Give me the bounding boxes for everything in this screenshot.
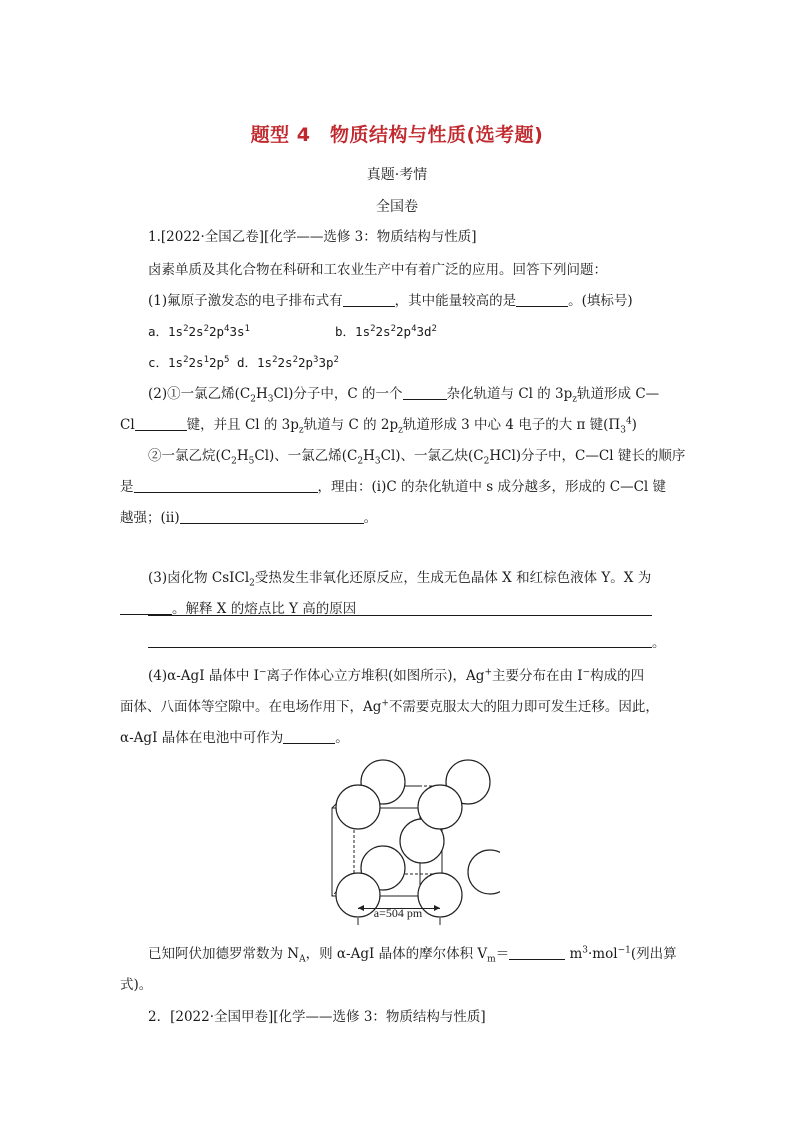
q1-part2-sub2-line2: 是 ，理由：(ⅰ)C 的杂化轨道中 s 成分越多，形成的 C—Cl 键 (120, 479, 667, 495)
period-mark: 。 (652, 635, 666, 651)
q1-options-cd: c．$1s^22s^12p^5$ d．$1s^22s^22p^33p^2$ (148, 354, 339, 370)
bcc-crystal-diagram (320, 756, 500, 926)
q1-part4-line2: 面体、八面体等空隙中。在电场作用下，Ag+不需要克服太大的阻力即可发生迁移。因此， (120, 698, 659, 715)
q1-part4-calc-line1: 已知阿伏加德罗常数为 $N_A$，则 α-AgI 晶体的摩尔体积 $V_m= m^3\cdot mol^{-1}$(列出算 (148, 945, 677, 965)
q1-intro: 卤素单质及其化合物在科研和工农业生产中有着广泛的应用。回答下列问题： (148, 262, 607, 278)
q1-part2-line2: Cl 键，并且 Cl 的 $3p_z$轨道与 C 的 $2p_z$轨道形成 3 中心 4 电子的大 π 键$(\Pi_3^4)$ (120, 416, 637, 436)
q1-part3-line1: (3)卤化物 CsICl$_2$受热发生非氧化还原反应，生成无色晶体 X 和红棕色液体 Y。X 为 (148, 570, 652, 589)
q1-part4-calc-line2: 式)。 (120, 977, 153, 993)
answer-blank[interactable] (509, 945, 565, 960)
answer-blank[interactable] (516, 292, 568, 307)
q1-part3-line2: 。解释 X 的熔点比 Y 高的原因 (120, 600, 680, 618)
front-top-left-ion (336, 785, 380, 829)
q1-part4-line1: (4)α-AgI 晶体中 I−离子作体心立方堆积(如图所示)，Ag+主要分布在由 I−构成的四 (148, 667, 645, 684)
answer-blank[interactable] (180, 509, 364, 524)
answer-line[interactable] (148, 647, 652, 648)
q1-source: 1.[2022·全国乙卷][化学——选修 3：物质结构与性质] (148, 229, 477, 245)
answer-blank[interactable] (343, 292, 395, 307)
subtitle: 真题·考情 (366, 167, 428, 183)
answer-line[interactable] (148, 615, 652, 616)
q1-options-ab: a．$1s^22s^22p^43s^1$ b．$1s^22s^22p^43d^2$ (148, 323, 437, 339)
q1-part2-line1: (2)①一氯乙烯$(C_2H_3Cl)$分子中，C 的一个 杂化轨道与 Cl 的 $3p_z$轨道形成 C— (148, 386, 660, 405)
back-bottom-right-ion (468, 850, 500, 894)
section-heading: 全国卷 (376, 199, 418, 215)
answer-blank[interactable] (120, 600, 172, 615)
page-title: 题型 4 物质结构与性质(选考题) (250, 124, 544, 146)
q1-part4-line3: α-AgI 晶体在电池中可作为 。 (120, 730, 349, 746)
lattice-constant-label: a=504 pm (373, 906, 423, 920)
answer-blank[interactable] (134, 478, 318, 493)
q2-source: 2．[2022·全国甲卷][化学——选修 3：物质结构与性质] (148, 1009, 486, 1025)
front-top-right-ion (418, 785, 462, 829)
answer-blank[interactable] (283, 729, 335, 744)
q1-part2-sub2-line3: 越强；(ⅱ) 。 (120, 510, 378, 526)
q1-part1: (1)氟原子激发态的电子排布式有 ，其中能量较高的是 。(填标号) (148, 293, 633, 309)
answer-blank[interactable] (135, 416, 187, 431)
q1-part2-sub2-line1: ②一氯乙烷$(C_2H_5Cl)$、一氯乙烯$(C_2H_3Cl)$、一氯乙炔$(C_2HCl)$分子中，C—Cl 键长的顺序 (148, 448, 686, 467)
answer-blank[interactable] (403, 385, 447, 400)
